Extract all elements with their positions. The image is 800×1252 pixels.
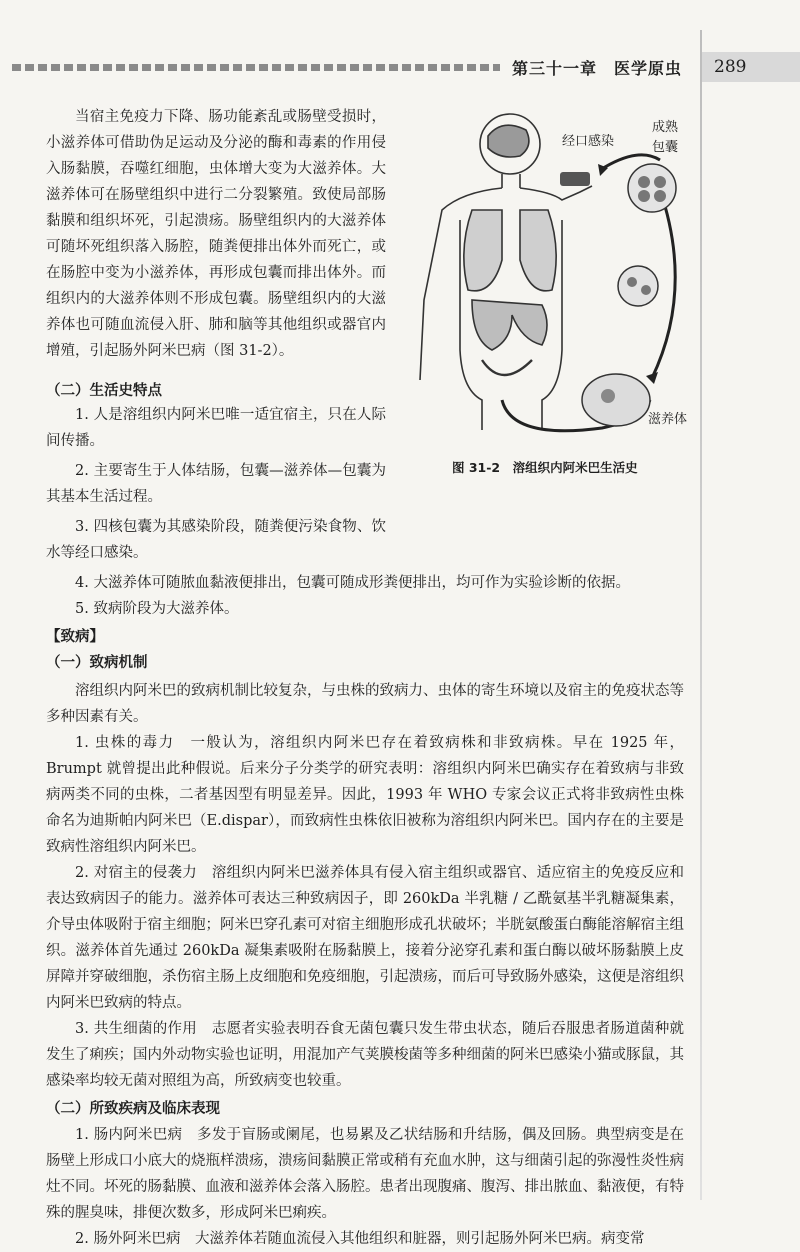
heading-mechanism: （一）致病机制 <box>46 655 148 671</box>
life-point-5: 5. 致病阶段为大滋养体。 <box>75 601 239 617</box>
life-point-4: 4. 大滋养体可随脓血黏液便排出，包囊可随成形粪便排出，均可作为实验诊断的依据。 <box>75 575 630 591</box>
mechanism-intro: 溶组织内阿米巴的致病机制比较复杂，与虫株的致病力、虫体的寄生环境以及宿主的免疫状态等多种因素有关。 <box>46 683 684 725</box>
heading-life-cycle: （二）生活史特点 <box>46 383 162 399</box>
figure-caption: 图 31-2 溶组织内阿米巴生活史 <box>452 460 638 475</box>
life-point-2: 2. 主要寄生于人体结肠，包囊—滋养体—包囊为其基本生活过程。 <box>46 463 386 505</box>
mechanism-1: 1. 虫株的毒力 一般认为，溶组织内阿米巴存在着致病株和非致病株。早在 1925 年，Brumpt 就曾提出此种假说。后来分子分类学的研究表明：溶组织内阿米巴确实存在着致病与非致病两类不同的虫株，二者基因型有明显差异。因此，1993 年 WHO 专家会议正式将非致病性虫株命名为迪斯帕内阿米巴（E.dispar），而致病性虫株依旧被称为溶组织内阿米巴。国内存在的主要是致病性溶组织内阿米巴。 <box>46 735 684 855</box>
section-pathogenicity: 【致病】 <box>46 629 104 645</box>
mature-cyst-icon <box>628 164 676 212</box>
life-cycle-figure <box>402 100 696 460</box>
trophozoite-icon <box>582 374 650 426</box>
chapter-title: 第三十一章 医学原虫 <box>512 59 683 78</box>
label-oral-infection: 经口感染 <box>562 134 615 149</box>
header-dash-rule <box>12 64 500 71</box>
label-trophozoite: 滋养体 <box>648 412 688 427</box>
cup-icon <box>560 172 590 186</box>
label-mature: 成熟 <box>652 120 679 135</box>
heading-disease: （二）所致疾病及临床表现 <box>46 1101 220 1117</box>
paragraph-intro: 当宿主免疫力下降、肠功能紊乱或肠壁受损时，小滋养体可借助伪足运动及分泌的酶和毒素的作用侵入肠黏膜，吞噬红细胞，虫体增大变为大滋养体。大滋养体可在肠壁组织中进行二分裂繁殖。致使局部肠黏膜和组织坏死，引起溃疡。肠壁组织内的大滋养体可随坏死组织落入肠腔，随粪便排出体外而死亡，或在肠腔中变为小滋养体，再形成包囊而排出体外。而组织内的大滋养体则不形成包囊。肠壁组织内的大滋养体也可随血流侵入肝、肺和脑等其他组织或器官内增殖，引起肠外阿米巴病（图 31-2）。 <box>46 109 386 359</box>
disease-1: 1. 肠内阿米巴病 多发于盲肠或阑尾，也易累及乙状结肠和升结肠，偶及回肠。典型病变是在肠壁上形成口小底大的烧瓶样溃疡，溃疡间黏膜正常或稍有充血水肿，这与细菌引起的弥漫性炎性病灶不同。坏死的肠黏膜、血液和滋养体会落入肠腔。患者出现腹痛、腹泻、排出脓血、黏液便，有特殊的腥臭味，排便次数多，形成阿米巴痢疾。 <box>46 1127 684 1221</box>
mechanism-3: 3. 共生细菌的作用 志愿者实验表明吞食无菌包囊只发生带虫状态，随后吞服患者肠道菌种就发生了痢疾；国内外动物实验也证明，用混加产气荚膜梭菌等多种细菌的阿米巴感染小猫或豚鼠，其感染率均较无菌对照组为高，所致病变也较重。 <box>46 1021 684 1089</box>
life-point-1: 1. 人是溶组织内阿米巴唯一适宜宿主，只在人际间传播。 <box>46 407 386 449</box>
running-header <box>0 52 800 84</box>
label-cyst: 包囊 <box>652 140 679 155</box>
right-margin-rule <box>700 30 702 1200</box>
disease-2: 2. 肠外阿米巴病 大滋养体若随血流侵入其他组织和脏器，则引起肠外阿米巴病。病变常 <box>75 1231 645 1247</box>
immature-cyst-icon <box>618 266 658 306</box>
life-point-3: 3. 四核包囊为其感染阶段，随粪便污染食物、饮水等经口感染。 <box>46 519 386 561</box>
page-number: 289 <box>700 52 800 82</box>
mechanism-2: 2. 对宿主的侵袭力 溶组织内阿米巴滋养体具有侵入宿主组织或器官、适应宿主的免疫反应和表达致病因子的能力。滋养体可表达三种致病因子，即 260kDa 半乳糖 / 乙酰氨基半乳糖凝集素，介导虫体吸附于宿主细胞；阿米巴穿孔素可对宿主细胞形成孔状破坏；半胱氨酸蛋白酶能溶解宿主组织。滋养体首先通过 260kDa 凝集素吸附在肠黏膜上，接着分泌穿孔素和蛋白酶以破坏肠黏膜上皮屏障并穿破细胞，杀伤宿主肠上皮细胞和免疫细胞，引起溃疡，而后可导致肠外感染，这便是溶组织内阿米巴致病的特点。 <box>46 865 684 1011</box>
